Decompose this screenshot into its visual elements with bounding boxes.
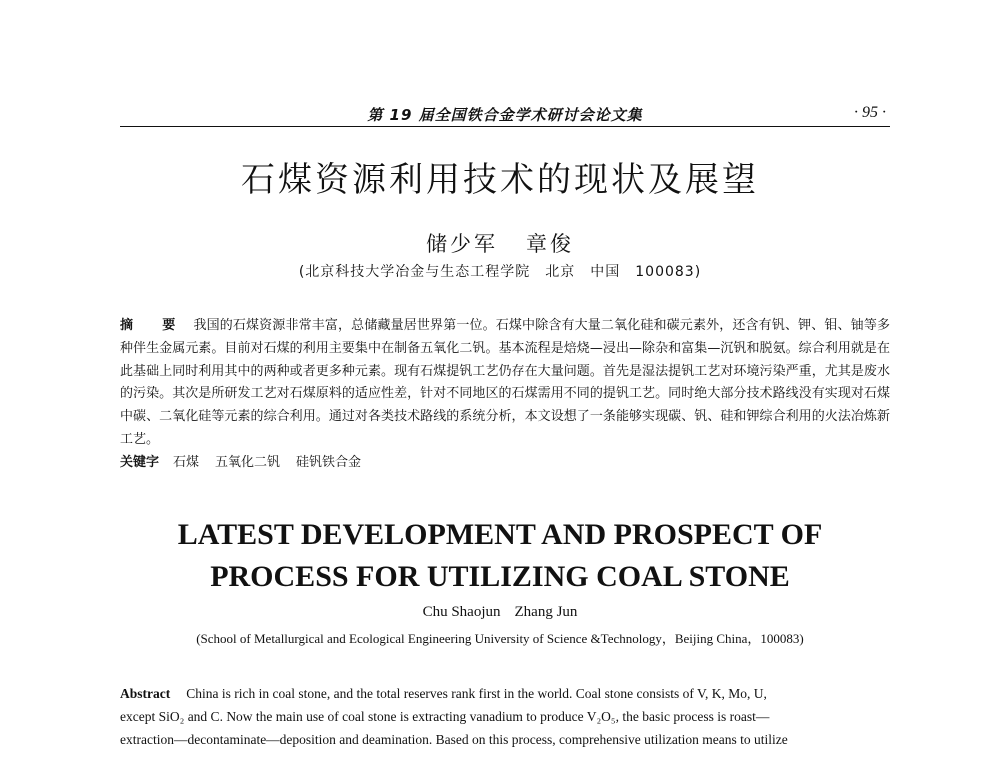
chinese-authors <box>0 228 1000 258</box>
english-abstract-line-2: except SiO₂ and C. Now the main use of coal stone is extracting vanadium to produce V₂O₅, the basic process is roast— <box>120 709 770 724</box>
author-cn-2: 章俊 <box>526 232 574 256</box>
chinese-abstract <box>120 315 890 452</box>
english-abstract-text-1: China is rich in coal stone, and the total reserves rank first in the world. Coal stone consists of V, K, Mo, U, <box>186 686 767 701</box>
english-title-line-2: PROCESS FOR UTILIZING COAL STONE <box>210 560 790 593</box>
english-affiliation: (School of Metallurgical and Ecological Engineering University of Science &Technology，Beijing China，100083) <box>196 631 804 646</box>
english-abstract-line-1 <box>120 682 890 705</box>
english-abstract-label: Abstract <box>120 686 171 701</box>
author-en-1: Chu Shaojun <box>422 604 501 620</box>
running-header <box>120 104 890 127</box>
chinese-abstract-text: 我国的石煤资源非常丰富，总储藏量居世界第一位。石煤中除含有大量二氧化硅和碳元素外，还含有钒、钾、钼、铀等多种伴生金属元素。目前对石煤的利用主要集中在制备五氧化二钒。基本流程是焙烧—浸出—除杂和富集—沉钒和脱氨。综合利用就是在此基础上同时利用其中的两种或者更多种元素。现有石煤提钒工艺仍存在大量问题。首先是湿法提钒工艺对环境污染严重，尤其是废水的污染。其次是所研发工艺对石煤原料的适应性差，针对不同地区的石煤需用不同的提钒工艺。同时绝大部分技术路线没有实现对石煤中碳、二氧化硅等元素的综合利用。通过对各类技术路线的系统分析，本文设想了一条能够实现碳、钒、硅和钾综合利用的火法冶炼新工艺。 <box>120 318 890 447</box>
chinese-keywords-label: 关键字 <box>120 455 160 470</box>
page-number: · 95 · <box>854 104 886 121</box>
journal-title: 第 19 届全国铁合金学术研讨会论文集 <box>367 106 643 124</box>
english-title-line-1: LATEST DEVELOPMENT AND PROSPECT OF <box>177 518 823 551</box>
english-title <box>0 514 1000 598</box>
chinese-title: 石煤资源利用技术的现状及展望 <box>241 160 759 200</box>
keyword-3: 硅钒铁合金 <box>296 455 362 470</box>
english-authors <box>0 604 1000 621</box>
english-abstract <box>120 682 890 751</box>
chinese-keywords <box>120 452 890 474</box>
keyword-2: 五氧化二钒 <box>215 455 281 470</box>
english-abstract-line-3: extraction—decontaminate—deposition and deamination. Based on this process, comprehensive utilization means to utilize <box>120 732 788 747</box>
chinese-abstract-label: 摘 要 <box>120 318 184 333</box>
author-en-2: Zhang Jun <box>514 604 578 620</box>
chinese-affiliation: (北京科技大学冶金与生态工程学院 北京 中国 100083) <box>298 264 702 280</box>
keyword-1: 石煤 <box>173 455 200 470</box>
author-cn-1: 储少军 <box>426 232 498 256</box>
